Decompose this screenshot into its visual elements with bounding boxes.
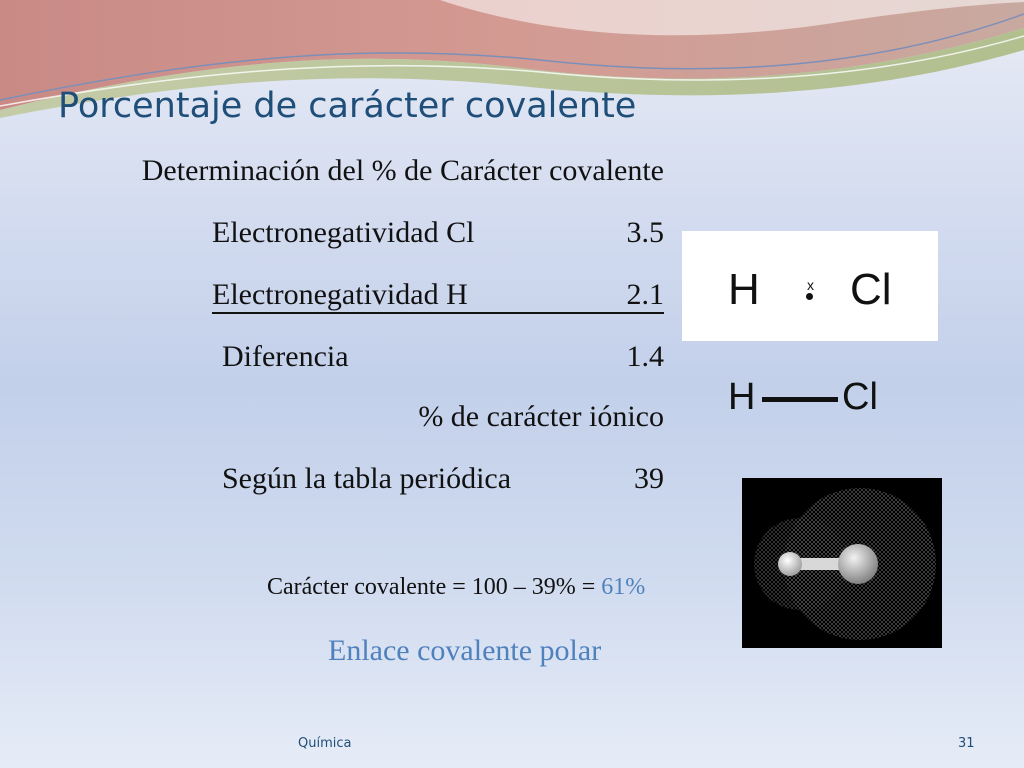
structural-formula	[728, 376, 888, 426]
bond-type-label: Enlace covalente polar	[328, 634, 602, 667]
formula-result: 61%	[601, 574, 646, 600]
electronegativity-cl-row	[212, 216, 664, 256]
slide-title: Porcentaje de carácter covalente	[58, 86, 637, 126]
formula-text: Carácter covalente = 100 – 39% =	[267, 574, 602, 600]
row-label: Diferencia	[222, 340, 349, 373]
lewis-h-atom: H	[728, 265, 760, 314]
electronegativity-h-row	[212, 278, 664, 314]
slide-subtitle: Determinación del % de Carácter covalente	[141, 154, 664, 187]
lewis-cl-atom: Cl	[850, 265, 892, 314]
electron-x-mark: x	[807, 277, 814, 293]
row-label: % de carácter iónico	[418, 400, 664, 433]
difference-row	[222, 340, 664, 380]
struct-h-atom: H	[728, 376, 756, 418]
row-label: Electronegatividad H	[212, 278, 468, 311]
electron-dot	[806, 293, 813, 300]
struct-cl-atom: Cl	[842, 376, 878, 418]
row-value: 3.5	[626, 216, 664, 249]
footer-subject: Química	[298, 736, 352, 751]
hcl-molecule-model-image	[742, 478, 942, 648]
row-value: 39	[634, 462, 664, 495]
ionic-character-row	[330, 400, 664, 440]
lewis-structure-diagram	[682, 231, 938, 341]
row-label: Electronegatividad Cl	[212, 216, 475, 249]
single-bond-line	[762, 397, 838, 402]
row-label: Según la tabla periódica	[222, 462, 512, 495]
periodic-table-row	[222, 462, 664, 502]
row-value: 1.4	[626, 340, 664, 373]
row-value: 2.1	[626, 278, 664, 311]
page-number: 31	[958, 736, 975, 751]
covalent-formula	[267, 574, 645, 601]
